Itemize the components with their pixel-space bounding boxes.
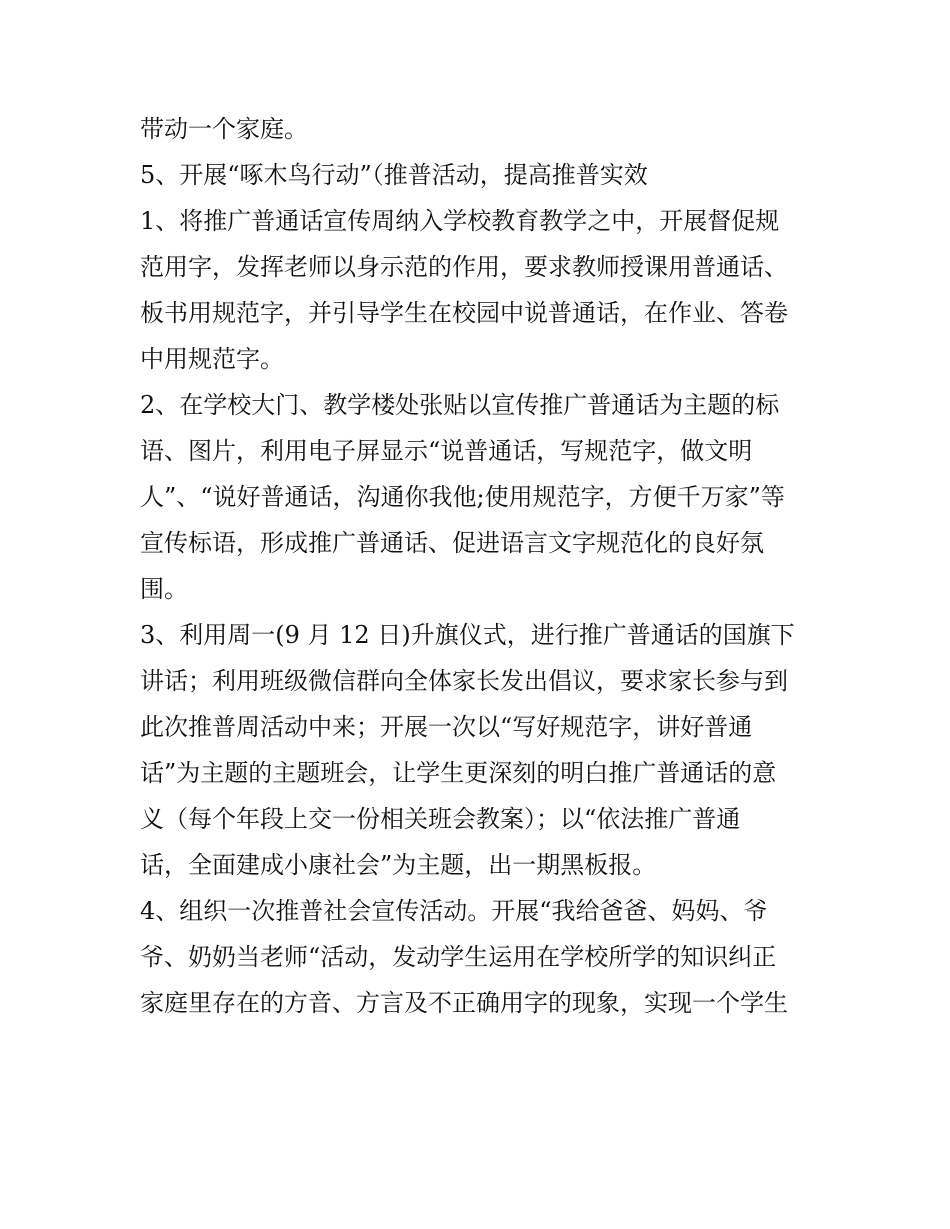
document-body <box>140 106 820 1026</box>
text-line: 带动一个家庭。 <box>140 115 308 143</box>
text-line: 家庭里存在的方音、方言及不正确用字的现象，实现一个学生 <box>140 989 788 1017</box>
text-line: 此次推普周活动中来；开展一次以“写好规范字，讲好普通 <box>140 713 753 741</box>
text-line: 语、图片，利用电子屏显示“说普通话，写规范字，做文明 <box>140 437 753 465</box>
text-line: 爷、奶奶当老师“活动，发动学生运用在学校所学的知识纠正 <box>140 943 777 971</box>
text-line: 宣传标语，形成推广普通话、促进语言文字规范化的良好氛 <box>140 529 764 557</box>
text-line: 5、开展“啄木鸟行动”（推普活动，提高推普实效 <box>140 161 648 189</box>
text-line: 讲话；利用班级微信群向全体家长发出倡议，要求家长参与到 <box>140 667 788 695</box>
text-line: 2、在学校大门、教学楼处张贴以宣传推广普通话为主题的标 <box>140 391 780 419</box>
text-line: 义（每个年段上交一份相关班会教案）；以“依法推广普通 <box>140 805 741 833</box>
text-line: 1、将推广普通话宣传周纳入学校教育教学之中，开展督促规 <box>140 207 780 235</box>
text-line: 中用规范字。 <box>140 345 284 373</box>
text-line: 人”、“说好普通话，沟通你我他;使用规范字，方便千万家”等 <box>140 483 785 511</box>
text-line: 3、利用周一(9 月 12 日)升旗仪式，进行推广普通话的国旗下 <box>140 621 795 649</box>
text-line: 4、组织一次推普社会宣传活动。开展“我给爸爸、妈妈、爷 <box>140 897 768 925</box>
text-line: 话，全面建成小康社会”为主题，出一期黑板报。 <box>140 851 657 879</box>
text-line: 范用字，发挥老师以身示范的作用，要求教师授课用普通话、 <box>140 253 788 281</box>
text-line: 板书用规范字，并引导学生在校园中说普通话，在作业、答卷 <box>140 299 788 327</box>
text-line: 话”为主题的主题班会，让学生更深刻的明白推广普通话的意 <box>140 759 777 787</box>
text-line: 围。 <box>140 575 188 603</box>
